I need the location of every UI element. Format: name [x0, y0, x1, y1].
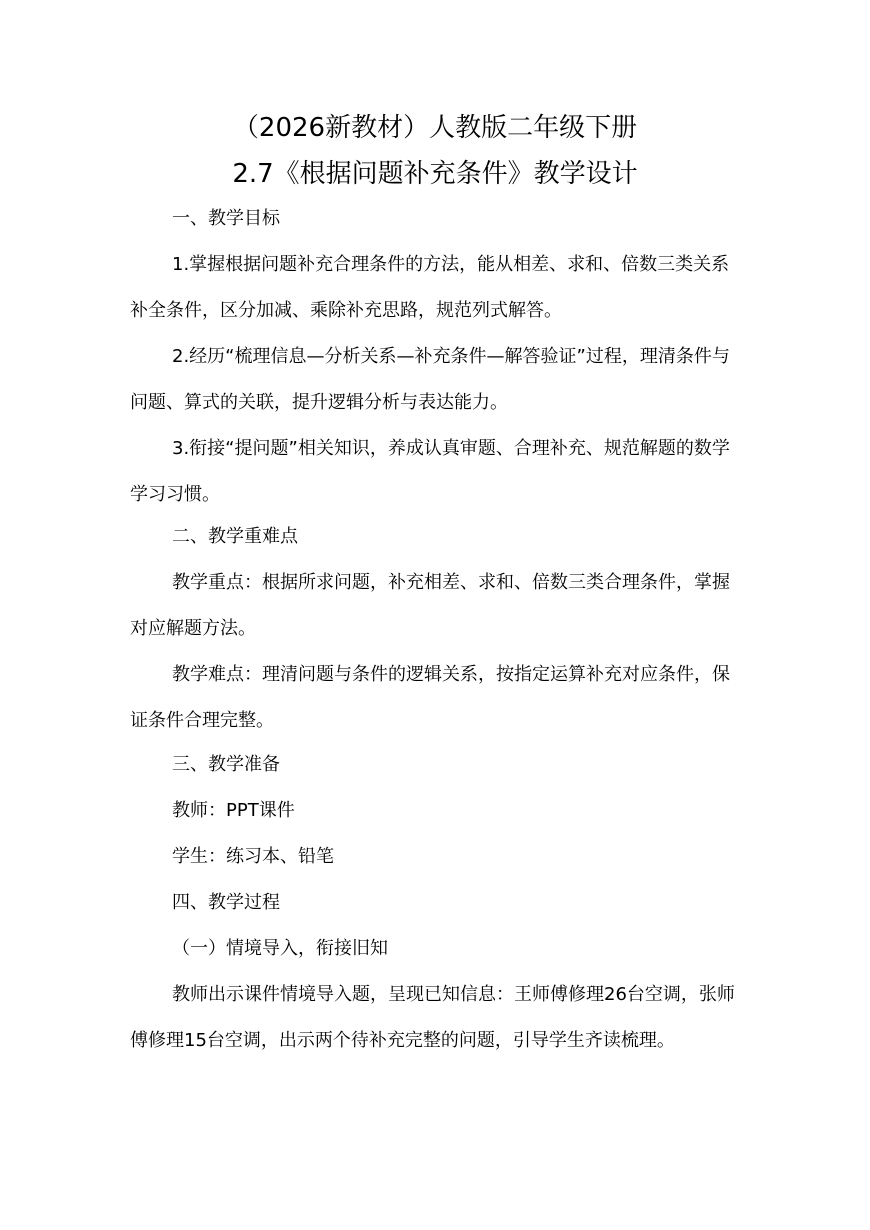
objective-item-1: 1.掌握根据问题补充合理条件的方法，能从相差、求和、倍数三类关系补全条件，区分加减、乘除补充思路，规范列式解答。 [130, 254, 730, 321]
section-heading-process: 四、教学过程 [172, 892, 280, 913]
difficult-point-paragraph: 教学难点：理清问题与条件的逻辑关系，按指定运算补充对应条件，保证条件合理完整。 [130, 664, 730, 731]
process-paragraph-1: 教师出示课件情境导入题，呈现已知信息：王师傅修理26台空调，张师傅修理15台空调，出示两个待补充完整的问题，引导学生齐读梳理。 [130, 984, 735, 1051]
document-title-line2: 2.7《根据问题补充条件》教学设计 [232, 159, 638, 189]
objective-item-3: 3.衔接“提问题”相关知识，养成认真审题、合理补充、规范解题的数学学习习惯。 [130, 438, 730, 505]
process-subheading-1: （一）情境导入，衔接旧知 [172, 938, 388, 959]
teacher-preparation: 教师：PPT课件 [172, 800, 295, 821]
document-title-line1: （2026新教材）人教版二年级下册 [232, 113, 638, 143]
section-heading-objectives: 一、教学目标 [172, 208, 280, 229]
student-preparation: 学生：练习本、铅笔 [172, 846, 334, 867]
objective-item-2: 2.经历“梳理信息—分析关系—补充条件—解答验证”过程，理清条件与问题、算式的关联，提升逻辑分析与表达能力。 [130, 346, 730, 413]
key-point-paragraph: 教学重点：根据所求问题，补充相差、求和、倍数三类合理条件，掌握对应解题方法。 [130, 572, 730, 639]
section-heading-key-points: 二、教学重难点 [172, 526, 298, 547]
section-heading-preparation: 三、教学准备 [172, 754, 280, 775]
